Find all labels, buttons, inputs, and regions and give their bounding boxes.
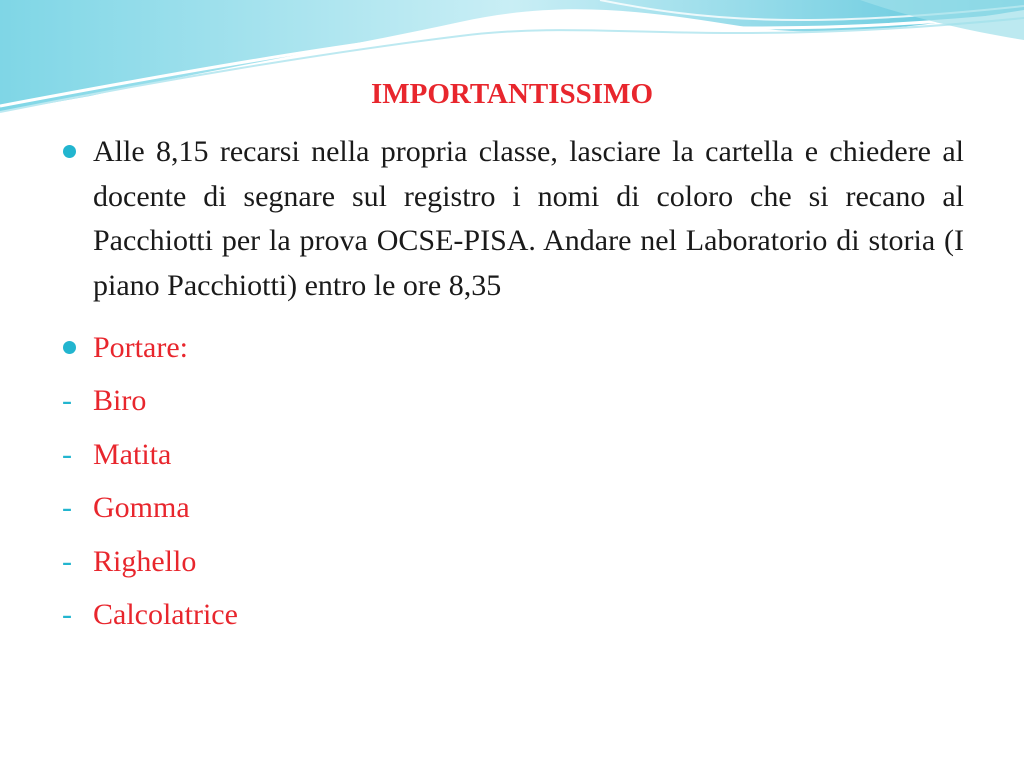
list-item-label: Righello [93,544,197,578]
dash-icon: - [62,544,72,578]
bullet-icon [63,341,76,354]
list-item-label: Gomma [93,491,190,524]
list-item-label: Matita [93,437,172,471]
bullet-item-portare [60,326,964,370]
dash-icon: - [62,598,72,631]
bullet-item-instructions [60,130,964,308]
list-item-label: Biro [93,384,147,417]
dash-icon: - [62,384,72,417]
list-item [60,374,964,428]
supplies-list [60,374,964,642]
portare-label: Portare: [93,331,188,364]
slide-content [60,130,964,642]
slide-title: IMPORTANTISSIMO [370,78,654,110]
instructions-paragraph: Alle 8,15 recarsi nella propria classe, lasciare la cartella e chiedere al docente di segnare sul registro i nomi di coloro che si recano al Pacchiotti per la prova OCSE-PISA. Andare nel Laboratorio di storia (I piano Pacchiotti) entro le ore 8,35 [93,135,964,302]
bullet-icon [63,145,76,158]
dash-icon: - [62,491,72,524]
list-item [60,481,964,535]
list-item [60,535,964,589]
dash-icon: - [62,437,72,471]
list-item [60,428,964,482]
list-item [60,588,964,642]
list-item-label: Calcolatrice [93,598,238,631]
